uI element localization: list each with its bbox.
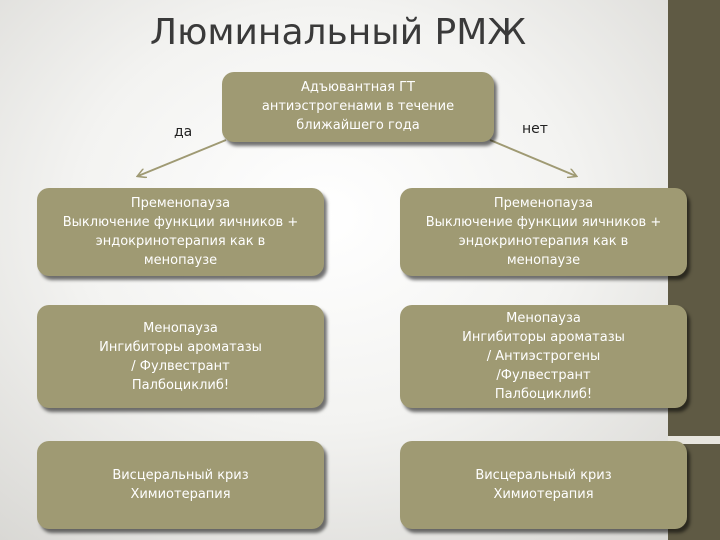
adjuvant-therapy-box: Адъювантная ГТ антиэстрогенами в течение ближайшего года <box>222 72 494 142</box>
left-menopause-box: Менопауза Ингибиторы ароматазы / Фулвестрант Палбоциклиб! <box>37 305 324 408</box>
right-premenopause-box: Пременопауза Выключение функции яичников + эндокринотерапия как в менопаузе <box>400 188 687 276</box>
left-premenopause-box: Пременопауза Выключение функции яичников + эндокринотерапия как в менопаузе <box>37 188 324 276</box>
left-visceral-crisis-box: Висцеральный криз Химиотерапия <box>37 441 324 529</box>
right-visceral-crisis-box: Висцеральный криз Химиотерапия <box>400 441 687 529</box>
arrow-right <box>490 140 576 176</box>
slide-title: Люминальный РМЖ <box>150 12 527 53</box>
arrow-left <box>138 140 226 176</box>
right-menopause-box: Менопауза Ингибиторы ароматазы / Антиэстрогены /Фулвестрант Палбоциклиб! <box>400 305 687 408</box>
branch-label-no: нет <box>522 121 548 137</box>
branch-label-yes: да <box>174 124 193 140</box>
